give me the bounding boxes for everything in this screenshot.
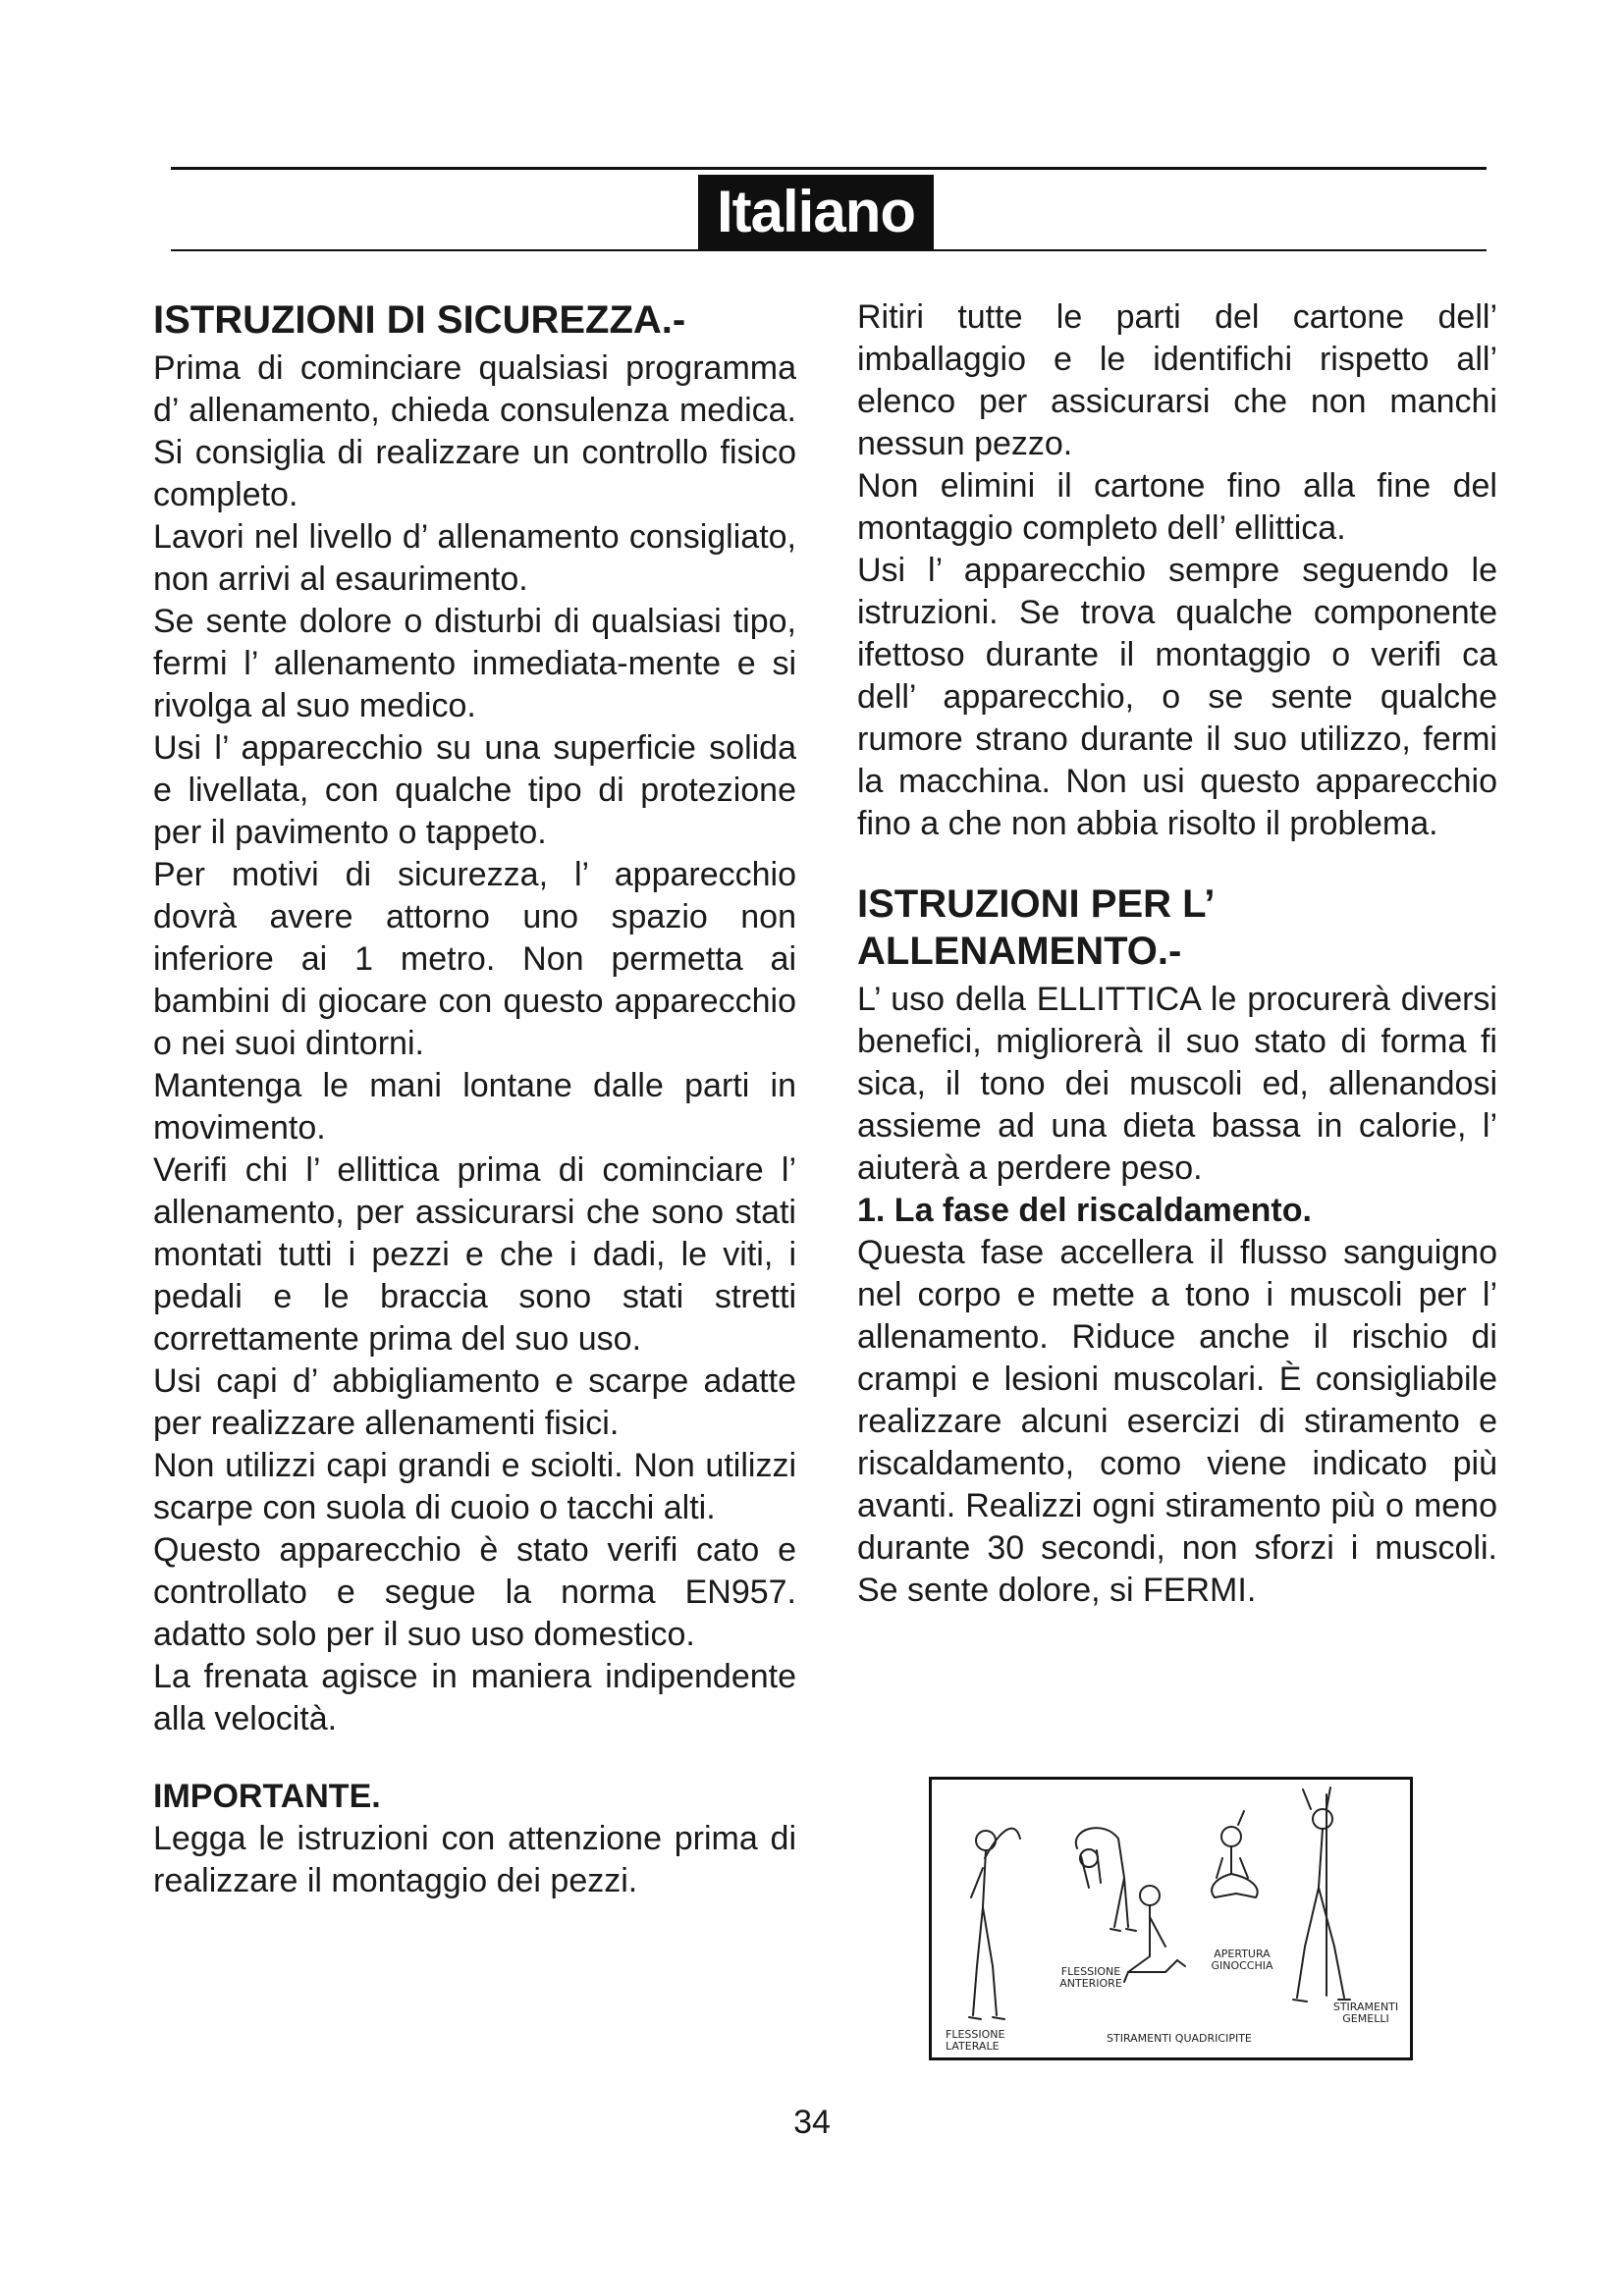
safety-paragraph: La frenata agisce in maniera indipendente alla velocità. [153, 1658, 796, 1737]
training-heading: ISTRUZIONI PER L’ ALLENAMENTO.- [857, 882, 1214, 973]
assembly-paragraph: Non elimini il cartone fino alla fine del montaggio completo dell’ ellittica. [857, 467, 1497, 547]
header-bottom-rule [171, 249, 1487, 251]
page-number: 34 [793, 2104, 831, 2141]
safety-paragraph: Prima di cominciare qualsiasi programma d’ allenamento, chieda consulenza medica. Si consiglia di realizzare un controllo fisico completo. [153, 349, 796, 513]
header-top-rule [171, 167, 1487, 170]
stretching-illustration [929, 1777, 1413, 2060]
lateral-bend-figure [969, 1829, 1020, 2019]
label-lateral-bend: FLESSIONE LATERALE [946, 2028, 1005, 2053]
language-badge: Italiano [698, 175, 934, 249]
safety-paragraph: Mantenga le mani lontane dalle parti in movimento. [153, 1067, 796, 1147]
safety-paragraph: Verifi chi l’ ellittica prima di cominciare l’ allenamento, per assicurarsi che sono stati montati tutti i pezzi e che i dadi, le viti, i pedali e le braccia sono stati stretti correttamente prima del suo uso. [153, 1151, 796, 1358]
label-forward-bend: FLESSIONE ANTERIORE [1059, 1965, 1122, 1990]
left-column [153, 296, 796, 1902]
forward-bend-figure [1076, 1828, 1136, 1931]
assembly-paragraph: Usi l’ apparecchio sempre seguendo le istruzioni. Se trova qualche componente ifettoso durante il montaggio o verifi ca dell’ apparecchio, o se sente qualche rumore strano durante il suo utilizzo, fermi la macchina. Non usi questo apparecchio fino a che non abbia risolto il problema. [857, 552, 1497, 842]
training-intro: L’ uso della ELLITTICA le procurerà diversi benefici, migliorerà il suo stato di forma fi sica, il tono dei muscoli ed, allenandosi assieme ad una dieta bassa in calorie, l’ aiuterà a perdere peso. [857, 981, 1497, 1187]
important-heading: IMPORTANTE. [153, 1778, 381, 1815]
label-knee-opening: APERTURA GINOCCHIA [1211, 1948, 1273, 1972]
calf-stretch-figure [1293, 1788, 1350, 2002]
safety-paragraph: Per motivi di sicurezza, l’ apparecchio dovrà avere attorno uno spazio non inferiore ai 1 metro. Non permetta ai bambini di giocare con questo apparecchio o nei suoi dintorni. [153, 856, 796, 1062]
safety-paragraph: Lavori nel livello d’ allenamento consigliato, non arrivi al esaurimento. [153, 518, 796, 598]
warmup-text: Questa fase accellera il flusso sanguigno nel corpo e mette a tono i muscoli per l’ allenamento. Riduce anche il rischio di crampi e lesioni muscolari. È consigliabile realizzare alcuni esercizi di stiramento e riscaldamento, como viene indicato più avanti. Realizzi ogni stiramento più o meno durante 30 secondi, non sforzi i muscoli. Se sente dolore, si FERMI. [857, 1234, 1497, 1609]
safety-heading: ISTRUZIONI DI SICUREZZA.- [153, 298, 686, 342]
safety-paragraph: Se sente dolore o disturbi di qualsiasi tipo, fermi l’ allenamento inmediata-mente e si rivolga al suo medico. [153, 603, 796, 724]
label-calf-stretch: STIRAMENTI GEMELLI [1332, 2001, 1399, 2025]
safety-paragraph: Questo apparecchio è stato verifi cato e controllato e segue la norma EN957. adatto solo per il suo uso domestico. [153, 1531, 796, 1653]
safety-paragraph: Usi capi d’ abbigliamento e scarpe adatte per realizzare allenamenti fisici. [153, 1362, 796, 1442]
warmup-heading: 1. La fase del riscaldamento. [857, 1192, 1312, 1229]
quad-stretch-figure [1124, 1886, 1185, 1982]
label-quad-stretch: STIRAMENTI QUADRICIPITE [1107, 2032, 1252, 2045]
knee-opening-figure [1212, 1811, 1257, 1897]
right-column [857, 296, 1497, 1612]
assembly-paragraph: Ritiri tutte le parti del cartone dell’ imballaggio e le identifichi rispetto all’ elenco per assicurarsi che non manchi nessun pezzo. [857, 298, 1497, 462]
important-text: Legga le istruzioni con attenzione prima di realizzare il montaggio dei pezzi. [153, 1820, 796, 1899]
safety-paragraph: Usi l’ apparecchio su una superficie solida e livellata, con qualche tipo di protezione per il pavimento o tappeto. [153, 729, 796, 851]
safety-paragraph: Non utilizzi capi grandi e sciolti. Non utilizzi scarpe con suola di cuoio o tacchi alti. [153, 1447, 796, 1526]
